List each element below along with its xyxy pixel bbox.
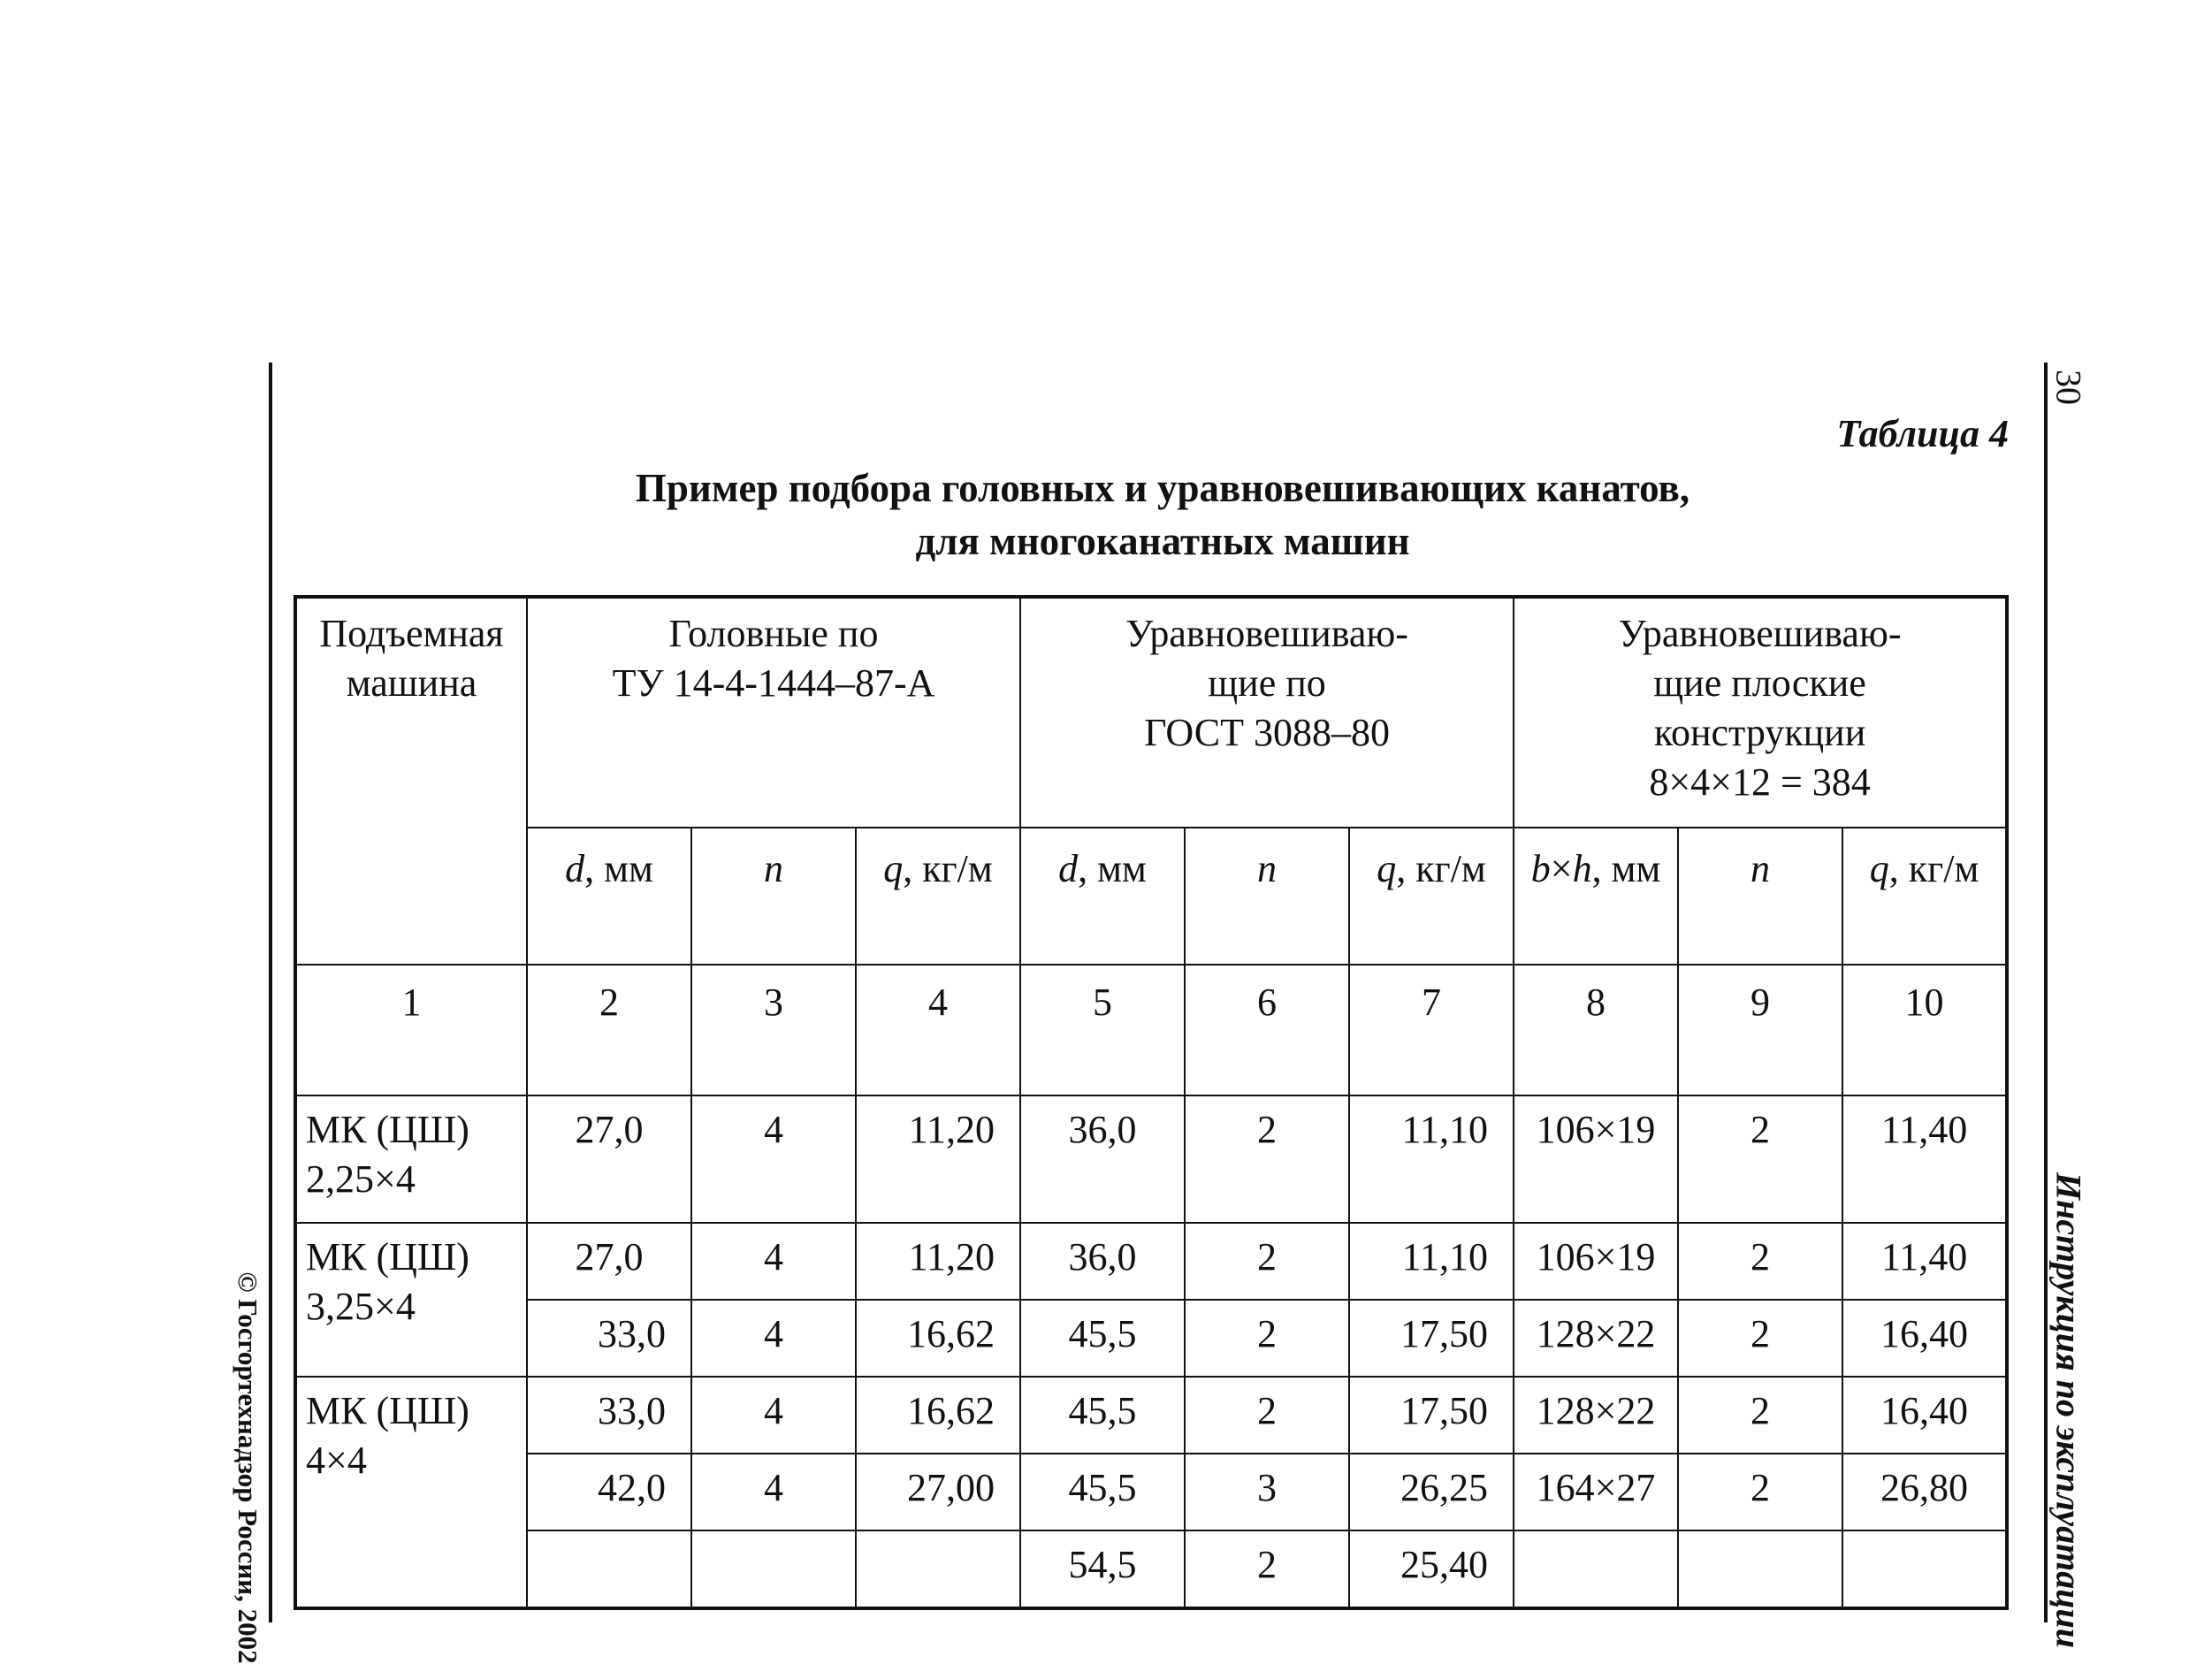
- header-line: машина: [346, 661, 477, 705]
- table-cell: [1842, 1530, 2007, 1608]
- column-number: 5: [1020, 965, 1185, 1095]
- table-cell: 106×19: [1514, 1223, 1678, 1300]
- page-number: 30: [2048, 370, 2089, 405]
- header-balance-ropes-gost: [1020, 597, 1514, 828]
- table-cell: 4: [691, 1300, 856, 1377]
- header-line: Уравновешиваю-: [1125, 612, 1408, 655]
- table-cell: 11,10: [1349, 1223, 1514, 1300]
- table-cell: 4: [691, 1454, 856, 1530]
- machine-cell: [295, 1377, 527, 1608]
- header-balance-ropes-flat: [1514, 597, 2007, 828]
- table-cell: 11,20: [856, 1095, 1020, 1223]
- table-cell: 16,62: [856, 1377, 1020, 1454]
- table-cell: 2: [1185, 1223, 1349, 1300]
- table-cell: 25,40: [1349, 1530, 1514, 1608]
- caption-line: Пример подбора головных и уравновешивающих канатов,: [635, 466, 1690, 510]
- header-machine: [295, 597, 527, 965]
- table-cell: 33,0: [527, 1377, 691, 1454]
- table-cell: 2: [1185, 1300, 1349, 1377]
- table-cell: 2: [1678, 1454, 1842, 1530]
- table-cell: 33,0: [527, 1300, 691, 1377]
- table-row: [295, 1377, 2007, 1454]
- subheader-d: [527, 828, 691, 965]
- header-line: щие по: [1208, 661, 1326, 705]
- subheader-n: [691, 828, 856, 965]
- column-number: 2: [527, 965, 691, 1095]
- left-margin-rule: [269, 363, 272, 1622]
- table-cell: 4: [691, 1377, 856, 1454]
- table-cell: [1514, 1530, 1678, 1608]
- caption-line: для многоканатных машин: [915, 519, 1410, 563]
- table-cell: 26,80: [1842, 1454, 2007, 1530]
- column-number: 8: [1514, 965, 1678, 1095]
- symbol-h: h: [1572, 847, 1592, 890]
- machine-cell: [295, 1223, 527, 1377]
- table-row: [295, 1300, 2007, 1377]
- column-number: 9: [1678, 965, 1842, 1095]
- header-line: Уравновешиваю-: [1618, 612, 1902, 655]
- machine-line: МК (ЦШ): [306, 1389, 469, 1432]
- symbol-n: n: [1257, 847, 1278, 890]
- table-cell: 45,5: [1020, 1454, 1185, 1530]
- header-line: ГОСТ 3088–80: [1144, 711, 1390, 754]
- machine-line: 2,25×4: [306, 1157, 416, 1201]
- table-cell: 27,00: [856, 1454, 1020, 1530]
- subheader-n: [1678, 828, 1842, 965]
- table-cell: 11,40: [1842, 1223, 2007, 1300]
- table-cell: 27,0: [527, 1223, 691, 1300]
- symbol-q: q: [1377, 847, 1397, 890]
- symbol-d: d: [1058, 847, 1079, 890]
- table-row: [295, 1454, 2007, 1530]
- subheader-d: [1020, 828, 1185, 965]
- symbol-n: n: [764, 847, 783, 890]
- symbol-n: n: [1751, 847, 1771, 890]
- header-line: Подъемная: [319, 612, 504, 655]
- unit: , кг/м: [903, 847, 993, 890]
- table-cell: 106×19: [1514, 1095, 1678, 1223]
- table-cell: 128×22: [1514, 1300, 1678, 1377]
- table-caption: [292, 462, 2033, 568]
- table-cell: 11,10: [1349, 1095, 1514, 1223]
- column-number: 6: [1185, 965, 1349, 1095]
- right-margin-rule: [2044, 363, 2048, 1622]
- column-number: 7: [1349, 965, 1514, 1095]
- unit: , мм: [584, 847, 653, 890]
- header-line: ТУ 14-4-1444–87-А: [612, 661, 935, 705]
- table-label: Таблица 4: [1836, 412, 2009, 455]
- column-number-row: [295, 965, 2007, 1095]
- table-cell: [527, 1530, 691, 1608]
- column-number: 3: [691, 965, 856, 1095]
- table-cell: 16,40: [1842, 1300, 2007, 1377]
- unit: , мм: [1591, 847, 1661, 890]
- rope-selection-table: [294, 595, 2009, 1610]
- table-cell: 36,0: [1020, 1095, 1185, 1223]
- table-cell: [1678, 1530, 1842, 1608]
- table-cell: 2: [1185, 1095, 1349, 1223]
- table-cell: 27,0: [527, 1095, 691, 1223]
- symbol-b: b: [1530, 847, 1551, 890]
- unit: , кг/м: [1888, 847, 1979, 890]
- subheader-bh: [1514, 828, 1678, 965]
- table-cell: 17,50: [1349, 1300, 1514, 1377]
- machine-line: МК (ЦШ): [306, 1108, 469, 1151]
- subheader-q: [856, 828, 1020, 965]
- table-cell: 2: [1678, 1095, 1842, 1223]
- table-cell: 16,40: [1842, 1377, 2007, 1454]
- unit: , кг/м: [1396, 847, 1486, 890]
- table-cell: 128×22: [1514, 1377, 1678, 1454]
- unit: , мм: [1078, 847, 1147, 890]
- header-line: Головные по: [668, 612, 879, 655]
- copyright-notice: © Госгортехнадзор России, 2002: [233, 1271, 263, 1664]
- table-cell: [856, 1530, 1020, 1608]
- table-cell: 2: [1185, 1377, 1349, 1454]
- subheader-q: [1842, 828, 2007, 965]
- table-cell: 11,20: [856, 1223, 1020, 1300]
- subheader-q: [1349, 828, 1514, 965]
- column-number: 4: [856, 965, 1020, 1095]
- table-cell: 2: [1678, 1300, 1842, 1377]
- table-row: [295, 1223, 2007, 1300]
- column-number: 10: [1842, 965, 2007, 1095]
- machine-cell: [295, 1095, 527, 1223]
- machine-line: МК (ЦШ): [306, 1235, 469, 1279]
- table-cell: 45,5: [1020, 1300, 1185, 1377]
- table-cell: 26,25: [1349, 1454, 1514, 1530]
- table-cell: 16,62: [856, 1300, 1020, 1377]
- table-cell: 2: [1185, 1530, 1349, 1608]
- table-cell: [691, 1530, 856, 1608]
- table-cell: 2: [1678, 1377, 1842, 1454]
- table-cell: 3: [1185, 1454, 1349, 1530]
- times-sign: ×: [1550, 847, 1573, 890]
- machine-line: 3,25×4: [306, 1285, 416, 1328]
- symbol-q: q: [883, 847, 904, 890]
- header-line: конструкции: [1653, 711, 1866, 754]
- subheader-row: [295, 828, 2007, 965]
- symbol-q: q: [1869, 847, 1889, 890]
- table-cell: 42,0: [527, 1454, 691, 1530]
- table-cell: 2: [1678, 1223, 1842, 1300]
- table-cell: 11,40: [1842, 1095, 2007, 1223]
- table-cell: 4: [691, 1223, 856, 1300]
- table-row: [295, 1095, 2007, 1223]
- table-cell: 17,50: [1349, 1377, 1514, 1454]
- subheader-n: [1185, 828, 1349, 965]
- table-cell: 36,0: [1020, 1223, 1185, 1300]
- table-row: [295, 1530, 2007, 1608]
- column-number: 1: [295, 965, 527, 1095]
- symbol-d: d: [565, 847, 585, 890]
- header-head-ropes: [527, 597, 1020, 828]
- header-line: 8×4×12 = 384: [1649, 760, 1871, 804]
- header-line: щие плоские: [1653, 661, 1866, 705]
- machine-line: 4×4: [306, 1439, 367, 1482]
- running-title: Инструкция по эксплуатации: [2048, 1172, 2089, 1648]
- table-cell: 45,5: [1020, 1377, 1185, 1454]
- table-cell: 164×27: [1514, 1454, 1678, 1530]
- header-row: [295, 597, 2007, 828]
- table-cell: 4: [691, 1095, 856, 1223]
- table-cell: 54,5: [1020, 1530, 1185, 1608]
